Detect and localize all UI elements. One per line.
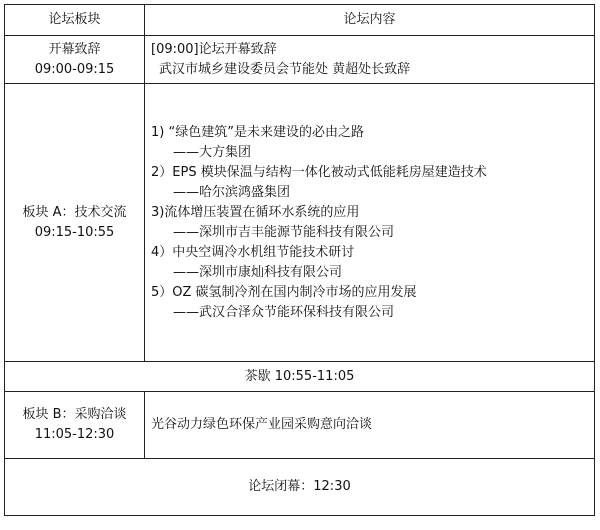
block-a-row: [5, 84, 595, 362]
talk-org: ——大方集团: [173, 144, 252, 160]
talk-item: [151, 163, 588, 203]
opening-content-cell: [145, 36, 595, 84]
talk-org: ——哈尔滨鸿盛集团: [173, 184, 291, 200]
block-b-section-cell: [5, 392, 145, 459]
block-b-content-cell: 光谷动力绿色环保产业园采购意向洽谈: [145, 392, 595, 459]
talk-item: [151, 243, 588, 283]
talk-item: [151, 123, 588, 163]
talk-title: 4）中央空调冷水机组节能技术研讨: [151, 244, 355, 260]
block-b-row: [5, 392, 595, 459]
block-b-label: 板块 B：采购洽谈: [22, 407, 127, 422]
talk-item: [151, 203, 588, 243]
opening-time: 09:00-09:15: [34, 61, 115, 77]
header-row: [5, 5, 595, 36]
opening-section-cell: [5, 36, 145, 84]
talk-title: 1) “绿色建筑”是未来建设的必由之路: [151, 124, 364, 140]
talk-org: ——深圳市康灿科技有限公司: [173, 264, 343, 280]
closing-cell: 论坛闭幕：12:30: [5, 459, 595, 516]
header-section-cell: 论坛板块: [5, 5, 145, 36]
opening-line-2: 武汉市城乡建设委员会节能处 黄超处长致辞: [159, 61, 411, 77]
talk-org: ——武汉合泽众节能环保科技有限公司: [173, 304, 395, 320]
opening-row: [5, 36, 595, 84]
block-a-label: 板块 A：技术交流: [22, 204, 127, 220]
block-a-section-cell: [5, 84, 145, 362]
block-a-content-cell: [145, 84, 595, 362]
forum-agenda-table: [4, 4, 595, 516]
talk-title: 3)流体增压装置在循环水系统的应用: [151, 204, 360, 220]
tea-break-cell: 茶歇 10:55-11:05: [5, 362, 595, 392]
block-b-time: 11:05-12:30: [34, 427, 115, 442]
talk-title: 5）OZ 碳氢制冷剂在国内制冷市场的应用发展: [151, 284, 417, 300]
talk-org: ——深圳市吉丰能源节能科技有限公司: [173, 224, 395, 240]
talk-item: [151, 283, 588, 323]
closing-row: [5, 459, 595, 516]
header-content-cell: 论坛内容: [145, 5, 595, 36]
opening-label: 开幕致辞: [48, 41, 101, 57]
talk-title: 2）EPS 模块保温与结构一体化被动式低能耗房屋建造技术: [151, 164, 487, 180]
block-a-time: 09:15-10:55: [34, 224, 115, 240]
tea-break-row: [5, 362, 595, 392]
opening-line-1: [09:00]论坛开幕致辞: [151, 41, 277, 57]
